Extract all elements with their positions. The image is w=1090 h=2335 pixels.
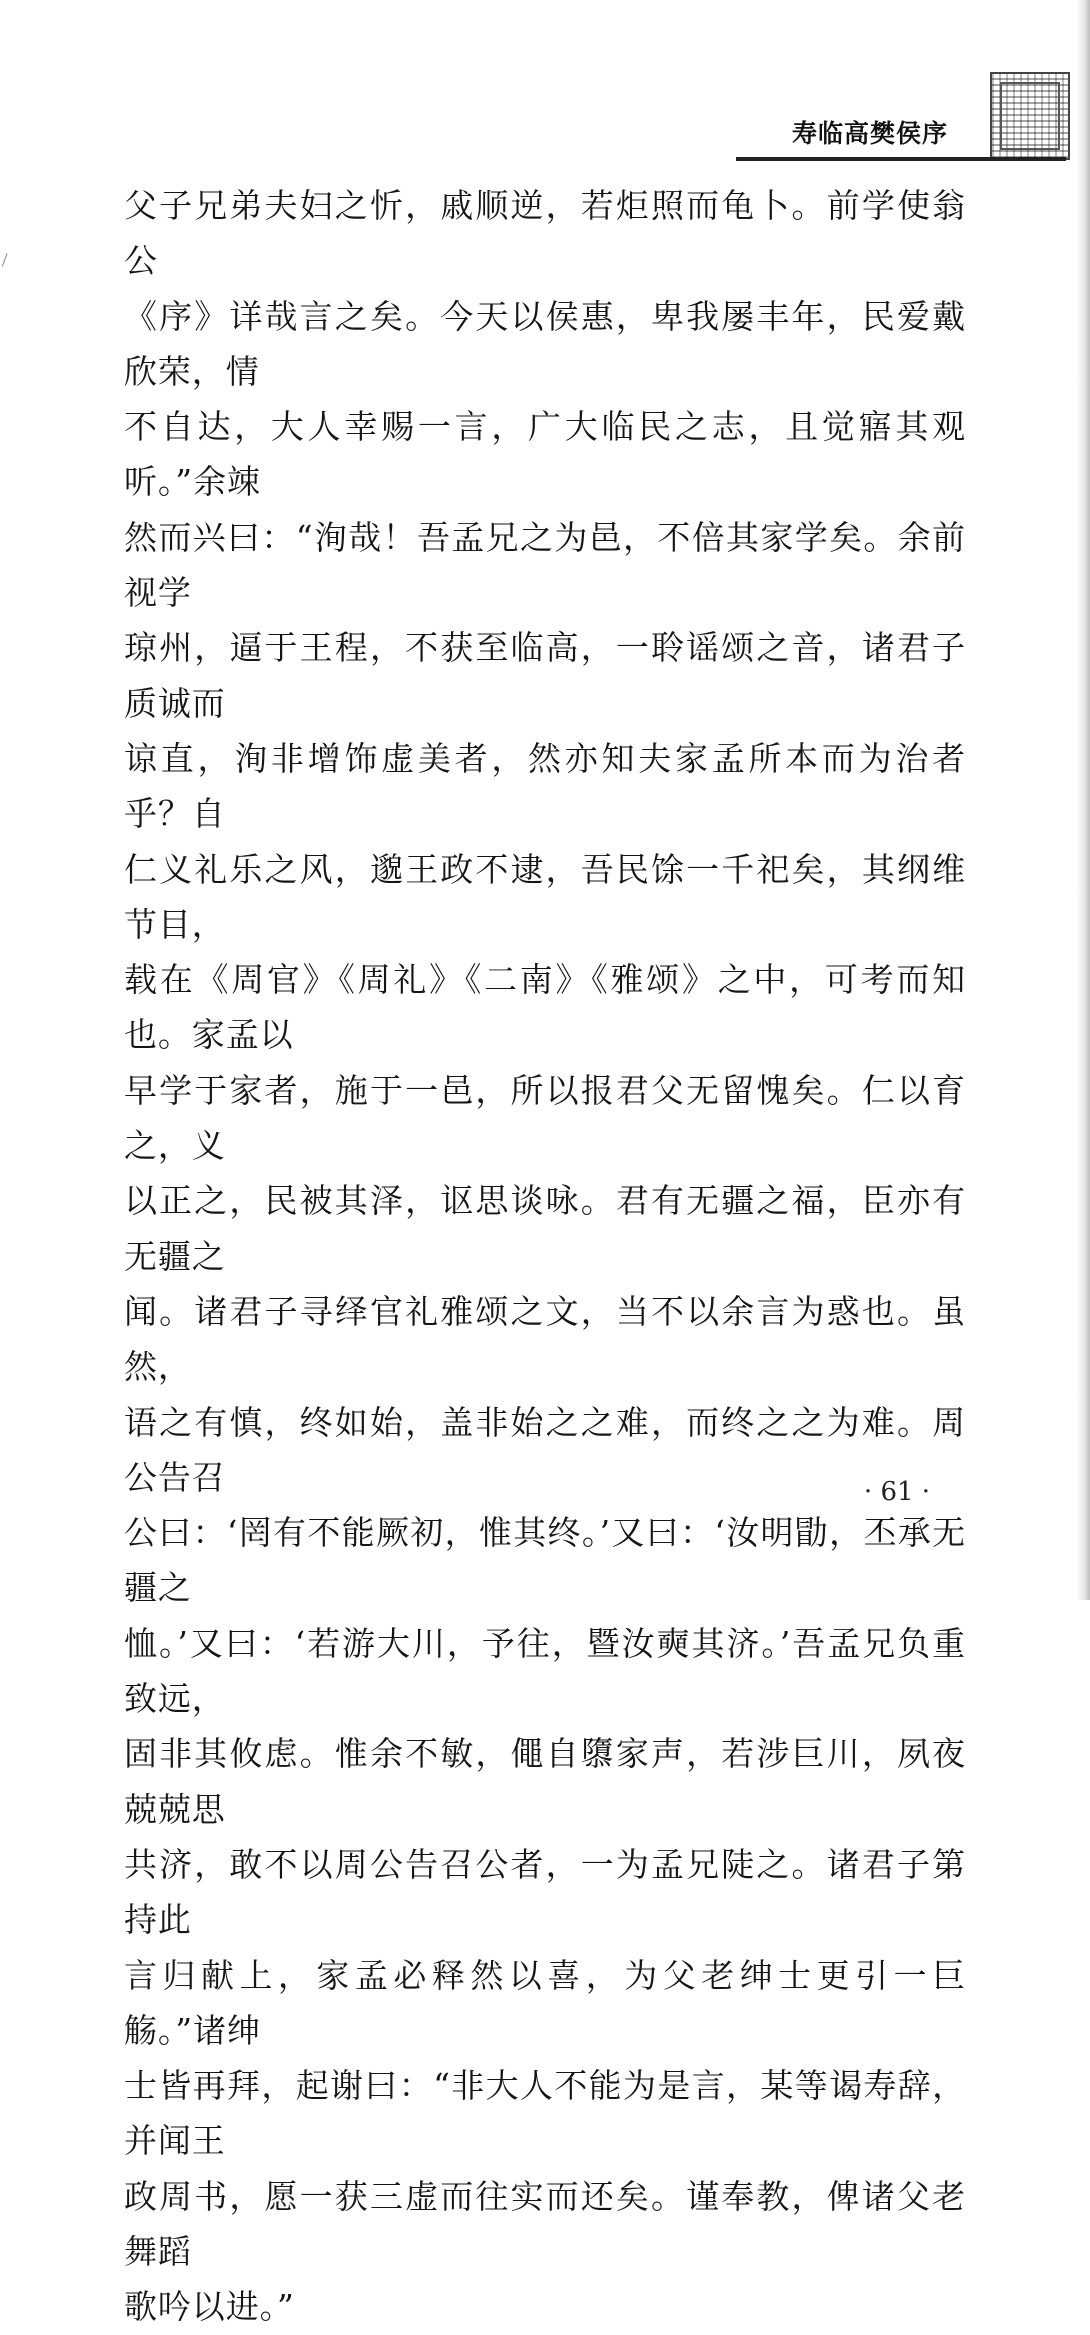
text-line: 政周书，愿一获三虚而往实而还矣。谨奉教，俾诸父老舞蹈	[124, 2176, 966, 2271]
text-line: 然而兴曰：“洵哉！吾孟兄之为邑，不倍其家学矣。余前视学	[124, 517, 966, 613]
page-number: · 61 ·	[863, 1477, 931, 1507]
text-line: 载在《周官》《周礼》《二南》《雅颂》之中，可考而知也。家孟以	[124, 960, 966, 1055]
text-line: 公曰：‘罔有不能厥初，惟其终。’又曰：‘汝明勖，丕承无疆之	[124, 1513, 966, 1608]
text-line: 语之有慎，终如始，盖非始之之难，而终之之为难。周公告召	[124, 1402, 966, 1497]
text-line: 早学于家者，施于一邑，所以报君父无留愧矣。仁以育之，义	[124, 1070, 966, 1166]
text-line: 闻。诸君子寻绎官礼雅颂之文，当不以余言为惑也。虽然，	[124, 1291, 966, 1387]
text-line: 仁义礼乐之风，邈王政不逮，吾民馀一千祀矣，其纲维节目，	[124, 849, 966, 944]
text-line: 恤。’又曰：‘若游大川，予往，暨汝奭其济。’吾孟兄负重致远，	[124, 1623, 966, 1719]
text-line: 谅直，洵非增饰虚美者，然亦知夫家孟所本而为治者乎？自	[124, 738, 966, 834]
text-line: 以正之，民被其泽，讴思谈咏。君有无疆之福，臣亦有无疆之	[124, 1181, 966, 1276]
page-edge-shadow	[1076, 0, 1090, 1600]
text-line: 士皆再拜，起谢曰：“非大人不能为是言，某等谒寿辞，并闻王	[124, 2066, 966, 2161]
text-line: 父子兄弟夫妇之忻，戚顺逆，若炬照而龟卜。前学使翁公	[124, 186, 966, 281]
text-line: 固非其攸虑。惟余不敏，僶自隳家声，若涉巨川，夙夜兢兢思	[124, 1734, 966, 1829]
margin-mark	[2, 253, 13, 269]
text-line: 共济，敢不以周公告召公者，一为孟兄陡之。诸君子第持此	[124, 1844, 966, 1940]
running-header	[736, 104, 1066, 164]
running-header-title: 寿临高樊侯序	[791, 119, 948, 148]
text-line: 《序》详哉言之矣。今天以侯惠，卑我屡丰年，民爱戴欣荣，情	[124, 296, 966, 391]
body-text	[124, 178, 966, 2335]
text-line: 歌吟以进。”	[124, 2287, 295, 2327]
header-rule	[736, 157, 1066, 161]
text-line: 言归献上，家孟必释然以喜，为父老绅士更引一巨觞。”诸绅	[124, 1955, 966, 2050]
text-line: 琼州，逼于王程，不获至临高，一聆谣颂之音，诸君子质诚而	[124, 628, 966, 723]
text-line: 不自达，大人幸赐一言，广大临民之志，且觉寤其观听。”余竦	[124, 407, 966, 502]
